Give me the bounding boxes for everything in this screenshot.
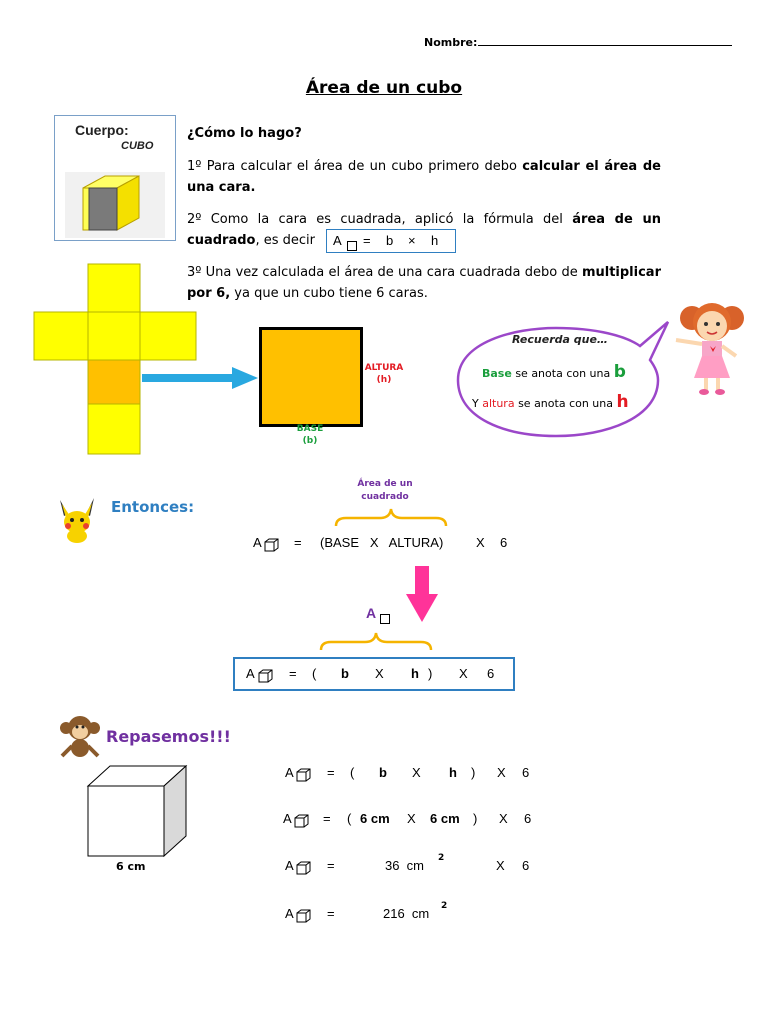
- entonces-body: (BASE X ALTURA): [320, 535, 444, 550]
- boxed-six: 6: [487, 666, 495, 681]
- step-1-text: 1º Para calcular el área de un cubo primero debo: [187, 159, 523, 174]
- row2-x2: X: [499, 811, 508, 826]
- bubble-altura-word: altura: [482, 397, 515, 410]
- step-3-bold: multiplicar por 6,: [187, 265, 661, 301]
- pikachu-icon: [54, 496, 100, 544]
- row1-open: (: [350, 765, 355, 780]
- row1-close: ): [471, 765, 476, 780]
- formula-h: h: [431, 233, 439, 248]
- row4-a: A: [285, 906, 294, 921]
- review-row-1: [285, 763, 545, 785]
- cube-small-icon-4: [294, 814, 310, 828]
- cuerpo-label: Cuerpo:: [75, 122, 129, 138]
- formula-b: b: [386, 233, 394, 248]
- bubble-line-1-text: se anota con una: [511, 367, 614, 380]
- entonces-heading: Entonces:: [111, 498, 195, 516]
- cube-small-icon-3: [296, 768, 312, 782]
- bubble-line-2-text: se anota con una: [514, 397, 617, 410]
- boxed-open: (: [312, 666, 317, 681]
- bubble-h-letter: h: [616, 392, 629, 412]
- bubble-base-word: Base: [482, 367, 512, 380]
- brace-label: [340, 478, 430, 504]
- arrow-right-icon: [142, 366, 262, 390]
- row2-six: 6: [524, 811, 532, 826]
- review-row-4: [285, 901, 545, 926]
- square-icon-2: [380, 614, 390, 624]
- name-field[interactable]: [424, 34, 732, 49]
- boxed-x2: X: [459, 666, 468, 681]
- formula-times: ×: [408, 233, 416, 248]
- cuerpo-sub: CUBO: [121, 140, 154, 152]
- row2-m1: 6 cm: [360, 811, 390, 826]
- boxed-close: ): [428, 666, 433, 681]
- row2-open: (: [347, 811, 352, 826]
- boxed-eq: =: [289, 666, 297, 681]
- altura-text: ALTURA: [364, 363, 404, 373]
- how-to-question: ¿Cómo lo hago?: [187, 126, 302, 141]
- step-3-end: ya que un cubo tiene 6 caras.: [230, 286, 428, 301]
- cube-small-icon: [264, 538, 280, 552]
- cuerpo-box: [54, 115, 176, 241]
- formula-eq: =: [363, 233, 371, 248]
- square-icon: [347, 241, 357, 251]
- boxed-x: X: [375, 666, 384, 681]
- a-square-label: A: [366, 605, 377, 621]
- row1-h: h: [449, 765, 457, 780]
- row1-eq: =: [327, 765, 335, 780]
- step-3: [187, 262, 661, 304]
- row3-val: 36 cm: [385, 858, 425, 873]
- row2-a: A: [283, 811, 292, 826]
- review-row-2: [283, 809, 543, 831]
- boxed-a: A: [246, 666, 255, 681]
- row3-six: 6: [522, 858, 530, 873]
- page-title: Área de un cubo: [305, 78, 463, 98]
- repasemos-heading: Repasemos!!!: [106, 727, 231, 746]
- step-2-end: , es decir: [255, 233, 315, 248]
- name-line[interactable]: [478, 34, 732, 46]
- brace-label-1: Área de un: [357, 479, 413, 489]
- cube-side-label: 6 cm: [116, 860, 146, 873]
- bubble-y: Y: [472, 397, 483, 410]
- girl-cartoon-icon: [670, 294, 752, 396]
- cube-area-formula-box: [233, 657, 515, 691]
- row1-x: X: [412, 765, 421, 780]
- entonces-eq: =: [294, 535, 302, 550]
- altura-h: (h): [376, 375, 392, 385]
- cube-3d-diagram: [86, 764, 190, 860]
- cube-small-icon-5: [296, 861, 312, 875]
- cube-small-icon-6: [296, 909, 312, 923]
- arrow-down-icon: [404, 566, 440, 624]
- step-1-bold: calcular el área de una cara: [187, 159, 662, 195]
- bubble-line-2: [472, 392, 629, 412]
- step-1-end: .: [250, 180, 256, 195]
- step-2-text: 2º Como la cara es cuadrada, aplicó la fórmula del: [187, 212, 573, 227]
- row1-a: A: [285, 765, 294, 780]
- entonces-six: 6: [500, 535, 508, 550]
- monkey-icon: [58, 712, 102, 762]
- brace-middle: [318, 630, 434, 652]
- review-row-3: [285, 853, 545, 878]
- row2-x: X: [407, 811, 416, 826]
- boxed-b: b: [341, 666, 349, 681]
- bubble-title: Recuerda que…: [512, 333, 608, 346]
- row2-m2: 6 cm: [430, 811, 460, 826]
- row3-sup: 2: [438, 853, 445, 863]
- cube-yellow-icon: [65, 172, 165, 238]
- boxed-h: h: [411, 666, 419, 681]
- row2-eq: =: [323, 811, 331, 826]
- name-label: Nombre:: [424, 36, 478, 49]
- cube-small-icon-2: [258, 669, 274, 683]
- formula-a: A: [333, 233, 342, 248]
- row3-eq: =: [327, 858, 335, 873]
- entonces-x: X: [476, 535, 485, 550]
- step-2-bold: área de un cuadrado: [187, 212, 661, 248]
- row4-sup: 2: [441, 901, 448, 911]
- bubble-line-1: [482, 362, 626, 382]
- square-face: [259, 327, 363, 427]
- row1-b: b: [379, 765, 387, 780]
- base-text: BASE: [296, 424, 324, 434]
- row4-val: 216 cm: [383, 906, 430, 921]
- brace-label-2: cuadrado: [361, 492, 409, 502]
- cube-net-diagram: [30, 262, 200, 458]
- base-label: [288, 423, 332, 447]
- row3-a: A: [285, 858, 294, 873]
- bubble-b-letter: b: [613, 362, 626, 382]
- entonces-a: A: [253, 535, 262, 550]
- row4-eq: =: [327, 906, 335, 921]
- row1-x2: X: [497, 765, 506, 780]
- step-3-text: 3º Una vez calculada el área de una cara cuadrada debo de: [187, 265, 582, 280]
- row1-six: 6: [522, 765, 530, 780]
- row3-x: X: [496, 858, 505, 873]
- base-b: (b): [302, 436, 318, 446]
- square-area-formula-box: [326, 229, 456, 253]
- row2-close: ): [473, 811, 478, 826]
- altura-label: [360, 362, 408, 386]
- brace-top: [332, 506, 450, 528]
- step-1: [187, 156, 661, 198]
